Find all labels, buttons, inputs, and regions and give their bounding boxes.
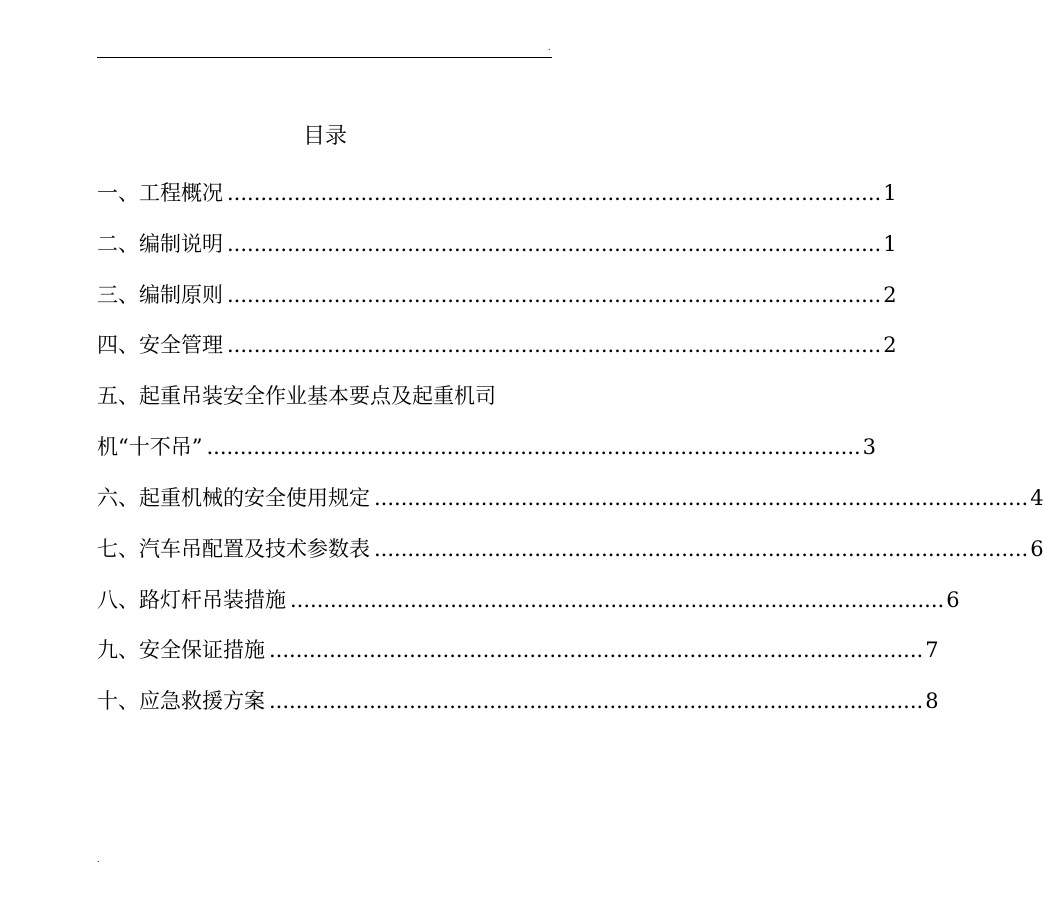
toc-entry-page: 2	[883, 333, 897, 357]
toc-entry[interactable]	[97, 585, 960, 615]
toc-entry[interactable]	[97, 432, 877, 462]
toc-entry[interactable]	[97, 330, 897, 360]
toc-leader: ..................................................................................................	[374, 537, 1029, 561]
header-rule	[97, 57, 552, 58]
toc-entry-label: 六、起重机械的安全使用规定	[97, 486, 370, 510]
toc-entry-label-line1[interactable]: 五、起重吊装安全作业基本要点及起重机司	[97, 384, 496, 408]
toc-leader: ..................................................................................................	[269, 638, 924, 662]
toc-entry[interactable]	[97, 483, 1044, 513]
toc-entry[interactable]	[97, 635, 939, 665]
toc-entry-page: 6	[946, 588, 960, 612]
toc-entry-label: 二、编制说明	[97, 232, 223, 256]
toc-title: 目录	[302, 124, 347, 149]
toc-leader: ..................................................................................................	[206, 435, 861, 459]
toc-entry-label: 九、安全保证措施	[97, 638, 265, 662]
toc-entry-label: 八、路灯杆吊装措施	[97, 588, 286, 612]
toc-leader: ..................................................................................................	[269, 689, 924, 713]
toc-entry-page: 8	[925, 689, 939, 713]
toc-entry[interactable]	[97, 686, 939, 716]
toc-leader: ..................................................................................................	[374, 486, 1029, 510]
toc-leader: ..................................................................................................	[227, 283, 882, 307]
toc-leader: ..................................................................................................	[227, 333, 882, 357]
header-mark: .	[548, 43, 551, 52]
toc-entry-page: 3	[862, 435, 877, 459]
toc-entry-page: 4	[1030, 486, 1044, 510]
toc-entry[interactable]	[97, 534, 1044, 564]
toc-leader: ..................................................................................................	[290, 588, 945, 612]
toc-entry-page: 1	[883, 181, 897, 205]
toc-entry-page: 7	[925, 638, 939, 662]
toc-entry[interactable]	[97, 178, 897, 208]
toc-entry[interactable]	[97, 229, 897, 259]
toc-entry-page: 6	[1030, 537, 1044, 561]
toc-entry-label: 七、汽车吊配置及技术参数表	[97, 537, 370, 561]
toc-entry-page: 2	[883, 283, 897, 307]
toc-entry-label: 一、工程概况	[97, 181, 223, 205]
toc-entry-label: 十、应急救援方案	[97, 689, 265, 713]
toc-entry-label: 四、安全管理	[97, 333, 223, 357]
toc-leader: ..................................................................................................	[227, 232, 882, 256]
toc-entry-label: 三、编制原则	[97, 283, 223, 307]
toc-entry-page: 1	[883, 232, 897, 256]
toc-leader: ..................................................................................................	[227, 181, 882, 205]
toc-entry[interactable]	[97, 280, 897, 310]
toc-entry-label: 机“十不吊”	[97, 435, 203, 459]
footer-mark: .	[97, 855, 100, 864]
